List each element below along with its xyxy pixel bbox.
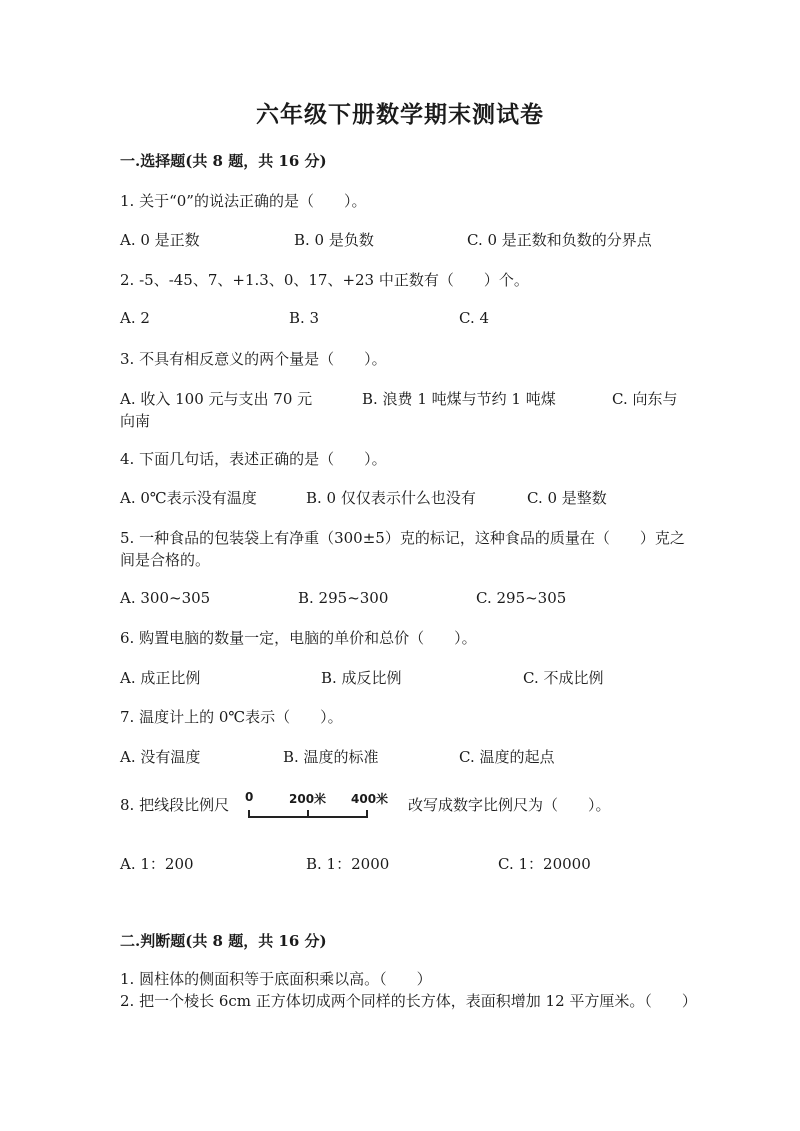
question-6-option-b: B. 成反比例 xyxy=(321,669,402,687)
question-6-option-a: A. 成正比例 xyxy=(120,669,201,687)
line-segment-scale xyxy=(243,790,403,830)
question-6-option-c: C. 不成比例 xyxy=(523,669,604,687)
page-title: 六年级下册数学期末测试卷 xyxy=(256,101,544,128)
question-3-option-c: C. 向东与 xyxy=(612,390,678,408)
question-5: 5. 一种食品的包装袋上有净重（300±5）克的标记，这种食品的质量在（ ）克之间是合格的。 xyxy=(120,529,685,569)
scale-tick-start xyxy=(248,810,250,818)
question-3: 3. 不具有相反意义的两个量是（ ）。 xyxy=(120,350,387,368)
question-4-option-a: A. 0℃表示没有温度 xyxy=(120,489,257,507)
question-3-option-a: A. 收入 100 元与支出 70 元 xyxy=(120,390,313,408)
question-5-option-c: C. 295~305 xyxy=(476,589,567,607)
section-heading-judgment: 二.判断题(共 8 题，共 16 分) xyxy=(120,932,327,950)
question-8-text-before: 8. 把线段比例尺 xyxy=(120,796,230,814)
question-2-option-c: C. 4 xyxy=(459,309,490,327)
section-heading-choice: 一.选择题(共 8 题，共 16 分) xyxy=(120,152,327,170)
question-8-text-after: 改写成数字比例尺为（ ）。 xyxy=(408,796,611,814)
question-4-option-c: C. 0 是整数 xyxy=(527,489,607,507)
question-3-option-c-continued: 向南 xyxy=(120,412,151,430)
question-2: 2. -5、-45、7、+1.3、0、17、+23 中正数有（ ）个。 xyxy=(120,271,529,289)
question-8-option-a: A. 1：200 xyxy=(120,855,194,873)
question-3-option-b: B. 浪费 1 吨煤与节约 1 吨煤 xyxy=(362,390,556,408)
question-8-option-b: B. 1：2000 xyxy=(306,855,390,873)
question-7-option-c: C. 温度的起点 xyxy=(459,748,555,766)
question-2-option-a: A. 2 xyxy=(120,309,150,327)
question-4: 4. 下面几句话，表述正确的是（ ）。 xyxy=(120,450,387,468)
scale-tick-end xyxy=(366,810,368,818)
judgment-question-2: 2. 把一个棱长 6cm 正方体切成两个同样的长方体，表面积增加 12 平方厘米。（ ） xyxy=(120,992,697,1010)
question-1-option-a: A. 0 是正数 xyxy=(120,231,200,249)
question-1: 1. 关于“0”的说法正确的是（ ）。 xyxy=(120,192,367,210)
judgment-question-1: 1. 圆柱体的侧面积等于底面积乘以高。（ ） xyxy=(120,970,432,988)
question-1-option-b: B. 0 是负数 xyxy=(294,231,374,249)
question-5-option-b: B. 295~300 xyxy=(298,589,389,607)
question-4-option-b: B. 0 仅仅表示什么也没有 xyxy=(306,489,476,507)
scale-tick-middle xyxy=(307,810,309,818)
question-7: 7. 温度计上的 0℃表示（ ）。 xyxy=(120,708,343,726)
question-7-option-a: A. 没有温度 xyxy=(120,748,201,766)
question-2-option-b: B. 3 xyxy=(289,309,320,327)
question-6: 6. 购置电脑的数量一定，电脑的单价和总价（ ）。 xyxy=(120,629,477,647)
scale-label-400: 400米 xyxy=(351,792,389,806)
question-7-option-b: B. 温度的标准 xyxy=(283,748,379,766)
question-5-option-a: A. 300~305 xyxy=(120,589,211,607)
scale-label-0: 0 xyxy=(245,790,254,804)
question-8-option-c: C. 1：20000 xyxy=(498,855,591,873)
question-1-option-c: C. 0 是正数和负数的分界点 xyxy=(467,231,652,249)
scale-label-200: 200米 xyxy=(289,792,327,806)
